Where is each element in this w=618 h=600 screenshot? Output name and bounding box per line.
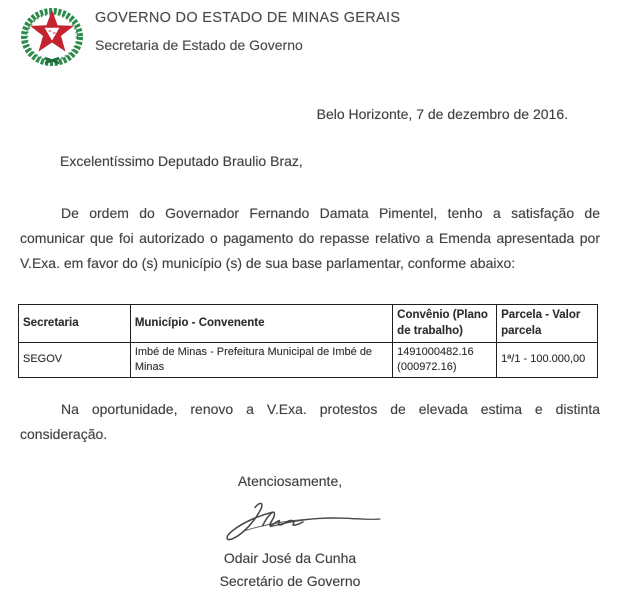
date-line: Belo Horizonte, 7 de dezembro de 2016.	[316, 106, 568, 122]
body-paragraph-1: De ordem do Governador Fernando Damata Pimentel, tenho a satisfação de comunicar que foi autorizado o pagamento do repasse relativo a Emenda apresentada por V.Exa. em favor do (s) município (s) de sua base parlamentar, conforme abaixo:	[20, 205, 600, 271]
letterhead	[0, 0, 618, 66]
letterhead-text	[95, 4, 400, 53]
body-paragraph-2: Na oportunidade, renovo a V.Exa. protestos de elevada estima e distinta consideração.	[20, 400, 600, 442]
closing-block	[0, 473, 618, 589]
valediction: Atenciosamente,	[237, 472, 343, 489]
table-header-row	[19, 305, 598, 343]
cell-secretaria: SEGOV	[19, 343, 131, 378]
signature-image	[0, 494, 580, 544]
cell-convenio: 1491000482.16 (000972.16)	[393, 343, 497, 378]
cell-municipio: Imbé de Minas - Prefeitura Municipal de Imbé de Minas	[130, 343, 392, 378]
cell-parcela: 1ª/1 - 100.000,00	[497, 343, 598, 378]
salutation: Excelentíssimo Deputado Braulio Braz,	[60, 153, 303, 169]
org-department: Secretaria de Estado de Governo	[95, 37, 303, 53]
signer-name: Odair José da Cunha	[223, 549, 357, 566]
minas-gerais-coat-of-arms-icon	[18, 4, 86, 66]
table-row	[19, 343, 598, 378]
col-header-municipio: Município - Convenente	[130, 305, 392, 343]
col-header-secretaria: Secretaria	[19, 305, 131, 343]
signer-title: Secretário de Governo	[219, 572, 361, 589]
col-header-convenio: Convênio (Plano de trabalho)	[393, 305, 497, 343]
col-header-parcela: Parcela - Valor parcela	[497, 305, 598, 343]
grants-table	[18, 304, 598, 378]
org-name: GOVERNO DO ESTADO DE MINAS GERAIS	[95, 10, 401, 26]
